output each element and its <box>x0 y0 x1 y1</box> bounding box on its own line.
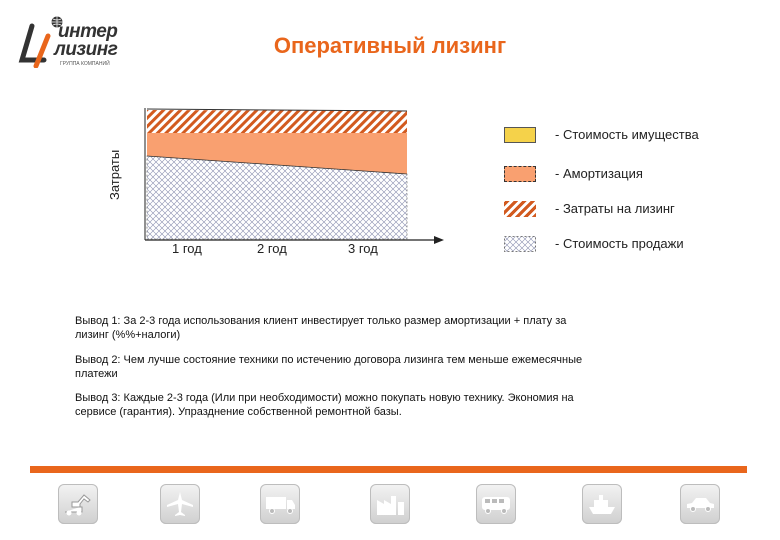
legend-swatch-leasing-cost <box>504 201 536 217</box>
conclusions <box>75 314 595 430</box>
x-tick-2: 2 год <box>257 241 287 256</box>
airplane-icon <box>160 484 200 524</box>
truck-icon <box>260 484 300 524</box>
ship-icon <box>582 484 622 524</box>
legend-swatch-depreciation <box>504 166 536 182</box>
x-axis-arrow <box>434 236 444 244</box>
car-icon <box>680 484 720 524</box>
x-tick-1: 1 год <box>172 241 202 256</box>
legend-label-property-value: - Стоимость имущества <box>555 127 699 142</box>
legend-label-depreciation: - Амортизация <box>555 166 643 181</box>
y-axis-label: Затраты <box>107 149 122 200</box>
legend-swatch-property-value <box>504 127 536 143</box>
excavator-icon <box>58 484 98 524</box>
logo-line2: лизинг <box>54 39 118 60</box>
logo-line1: интер <box>58 21 118 42</box>
conclusion-3: Вывод 3: Каждые 2-3 года (Или при необходимости) можно покупать новую технику. Экономия на сервисе (гарантия). Упразднение собственной ремонтной базы. <box>75 392 574 419</box>
series-leasing-cost <box>147 110 407 133</box>
page-title: Оперативный лизинг <box>273 33 507 58</box>
asset-icons-row <box>58 484 738 524</box>
factory-icon <box>370 484 410 524</box>
x-tick-3: 3 год <box>348 241 378 256</box>
logo-subtitle: ГРУППА КОМПАНИЙ <box>60 61 110 67</box>
legend-swatch-sale-value <box>504 236 536 252</box>
conclusion-2: Вывод 2: Чем лучше состояние техники по истечению договора лизинга тем меньше ежемесячные платежи <box>75 353 583 380</box>
footer-divider <box>30 466 747 473</box>
legend-label-sale-value: - Стоимость продажи <box>555 236 684 251</box>
bus-icon <box>476 484 516 524</box>
legend-label-leasing-cost: - Затраты на лизинг <box>555 201 675 216</box>
conclusion-1: Вывод 1: За 2-3 года использования клиент инвестирует только размер амортизации + плату за лизинг (%%+налоги) <box>75 315 567 342</box>
